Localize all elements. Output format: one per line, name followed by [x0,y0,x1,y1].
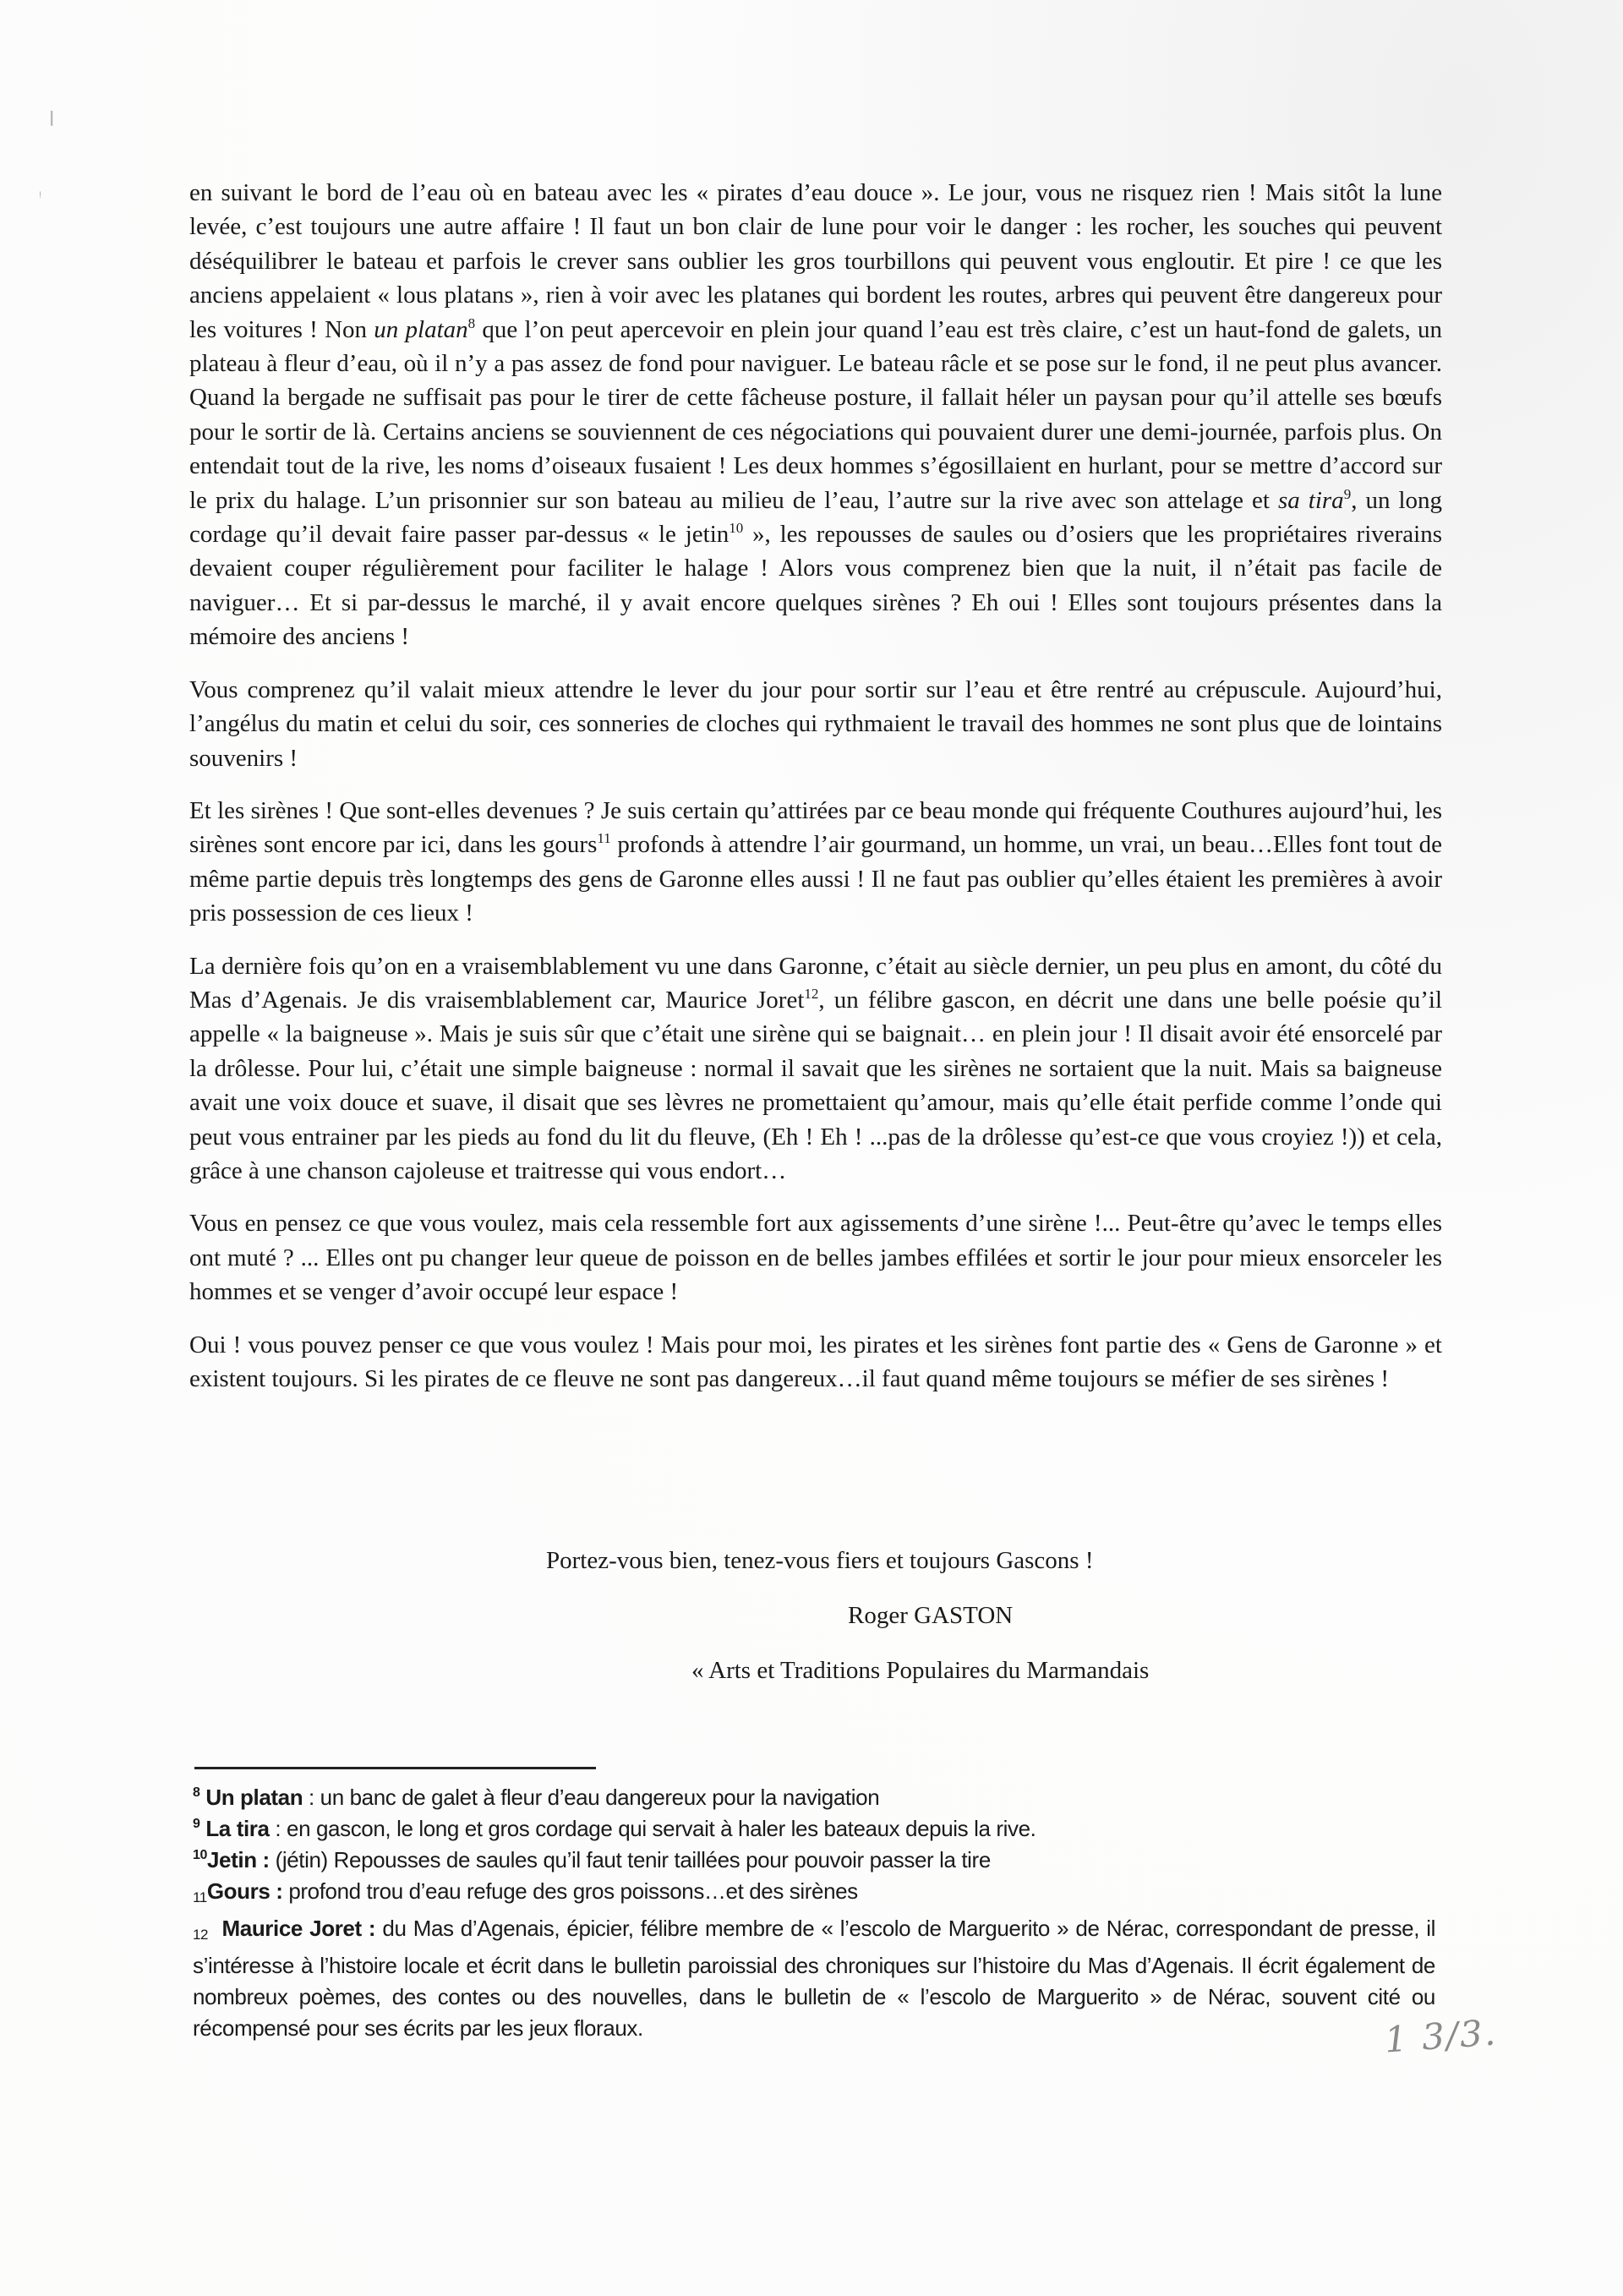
paragraph-la-baigneuse: La dernière fois qu’on en a vraisemblablement vu une dans Garonne, c’était au siècle dernier, un peu plus en amont, du côté du Mas d’Agenais. Je dis vraisemblablement car, Maurice Joret$^{12}$, un félibre gascon, en décrit une dans une belle poésie qu’il appelle « la baigneuse ». Mais je suis sûr que c’était une sirène qui se baignait… en plein jour ! Il disait avoir été ensorcelé par la drôlesse. Pour lui, c’était une simple baigneuse : normal il savait que les sirènes ne sortaient que la nuit. Mais sa baigneuse avait une voix douce et suave, il disait que ses lèvres ne promettaient qu’amour, mais qu’elle était perfide comme l’onde qui peut vous entrainer par les pieds au fond du lit du fleuve, (Eh ! Eh ! ...pas de la drôlesse qu’est-ce que vous croyiez !)) et cela, grâce à une chanson cajoleuse et traitresse qui vous endort… [189,952,1443,1184]
footnote-11: $_{11}$Gours : profond trou d’eau refuge des gros poissons…et des sirènes [193,1878,858,1905]
term-sa-tira: sa tira [1277,486,1344,514]
paragraph-sirenes: Et les sirènes ! Que sont-elles devenues ? Je suis certain qu’attirées par ce beau monde qui fréquente Couthures aujourd’hui, les sirènes sont encore par ici, dans les gours$^{11}$ profonds à attendre l’air gourmand, un homme, un vrai, un beau…Elles font tout de même partie depuis très longtemps des gens de Garonne elles aussi ! Il ne faut pas oublier qu’elles étaient les premières à avoir pris possession de ces lieux ! [189,796,1442,927]
footnotes [193,1782,1444,2044]
footnote-ref-9[interactable]: 9 [1343,485,1352,502]
footnote-9: $^9$ La tira : en gascon, le long et gros cordage qui servait à haler les bateaux depuis la rive. [193,1816,1036,1841]
footnote-10: $^{10}$Jetin : (jétin) Repousses de saules qu’il faut tenir taillées pour pouvoir passer la tire [193,1847,991,1872]
term-un-platan: un platan [374,315,468,343]
paragraph-lever-du-jour: Vous comprenez qu’il valait mieux attendre le lever du jour pour sortir sur l’eau et être rentré au crépuscule. Aujourd’hui, l’angélus du matin et celui du soir, ces sonneries de cloches qui rythmaient le travail des hommes ne sont plus que de lointains souvenirs ! [189,675,1442,772]
handwritten-page-number: 1 3/3. [1383,2011,1499,2061]
footnote-ref-11[interactable]: 11 [597,830,611,847]
article-body [189,176,1442,1414]
footnote-ref-10[interactable]: 10 [729,520,744,537]
paragraph-mutation: Vous en pensez ce que vous voulez, mais cela ressemble fort aux agissements d’une sirène !... Peut-être qu’avec le temps elles ont muté ? ... Elles ont pu changer leur queue de poisson en de belles jambes effilées et sortir le jour pour mieux ensorceler les hommes et se venger d’avoir occupé leur espace ! [189,1210,1442,1306]
footnote-8: $^8$ Un platan : un banc de galet à fleur d’eau dangereux pour la navigation [193,1785,880,1810]
footnote-ref-8[interactable]: 8 [467,314,476,331]
author-organization: « Arts et Traditions Populaires du Marmandais [691,1657,1150,1684]
footnote-separator [194,1767,596,1769]
margin-smudge-mark: ╵ [44,112,60,141]
footnote-ref-12[interactable]: 12 [804,985,819,1002]
margin-smudge-mark: ᵎ [39,188,42,205]
paragraph-conclusion: Oui ! vous pouvez penser ce que vous voulez ! Mais pour moi, les pirates et les sirènes font partie des « Gens de Garonne » et existent toujours. Si les pirates de ce fleuve ne sont pas dangereux…il faut quand même toujours se méfier de ses sirènes ! [189,1331,1442,1392]
footnote-12: $_{12}$ Maurice Joret : du Mas d’Agenais, épicier, félibre membre de « l’escolo de Marguerito » de Nérac, correspondant de presse, il s’intéresse à l’histoire locale et écrit dans le bulletin paroissial des chroniques sur l’histoire du Mas d’Agenais. Il écrit également de nombreux poèmes, des contes ou des nouvelles, dans le bulletin de « l’escolo de Marguerito » de Nérac, souvent cité ou récompensé pour ses écrits par les jeux floraux. [193,1916,1436,2041]
paragraph-pirates: en suivant le bord de l’eau où en bateau avec les « pirates d’eau douce ». Le jour, vous ne risquez rien ! Mais sitôt la lune levée, c’est toujours une autre affaire ! Il faut un bon clair de lune pour voir le danger : les rocher, les souches qui peuvent déséquilibrer le bateau et parfois le crever sans oublier les gros tourbillons qui peuvent vous engloutir. Et pire ! ce que les anciens appelaient « lous platans », rien à voir avec les platanes qui bordent les routes, arbres qui peuvent être dangereux pour les voitures ! Non un platan$^8$ que l’on peut apercevoir en plein jour quand l’eau est très claire, c’est un haut-fond de galets, un plateau à fleur d’eau, où il n’y a pas assez de fond pour naviguer. Le bateau râcle et se pose sur le fond, il ne peut plus avancer. Quand la bergade ne suffisait pas pour le tirer de cette fâcheuse posture, il fallait héler un paysan pour qu’il attelle ses bœufs pour le sortir de là. Certains anciens se souviennent de ces négociations qui pouvaient durer une demi-journée, parfois plus. On entendait tout de la rive, les noms d’oiseaux fusaient ! Les deux hommes s’égosillaient en hurlant, pour se mettre d’accord sur le prix du halage. L’un prisonnier sur son bateau au milieu de l’eau, l’autre sur la rive avec son attelage et sa tira$^9$, un long cordage qu’il devait faire passer par-dessus « le jetin$^{10}$ », les repousses de saules ou d’osiers que les propriétaires riverains devaient couper régulièrement pour faciliter le halage ! Alors vous comprenez bien que la nuit, il n’était pas facile de naviguer… Et si par-dessus le marché, il y avait encore quelques sirènes ? Eh oui ! Elles sont toujours présentes dans la mémoire des anciens ! [189,179,1443,651]
author-signature: Roger GASTON [848,1602,1014,1629]
closing-salutation: Portez-vous bien, tenez-vous fiers et toujours Gascons ! [546,1547,1094,1574]
